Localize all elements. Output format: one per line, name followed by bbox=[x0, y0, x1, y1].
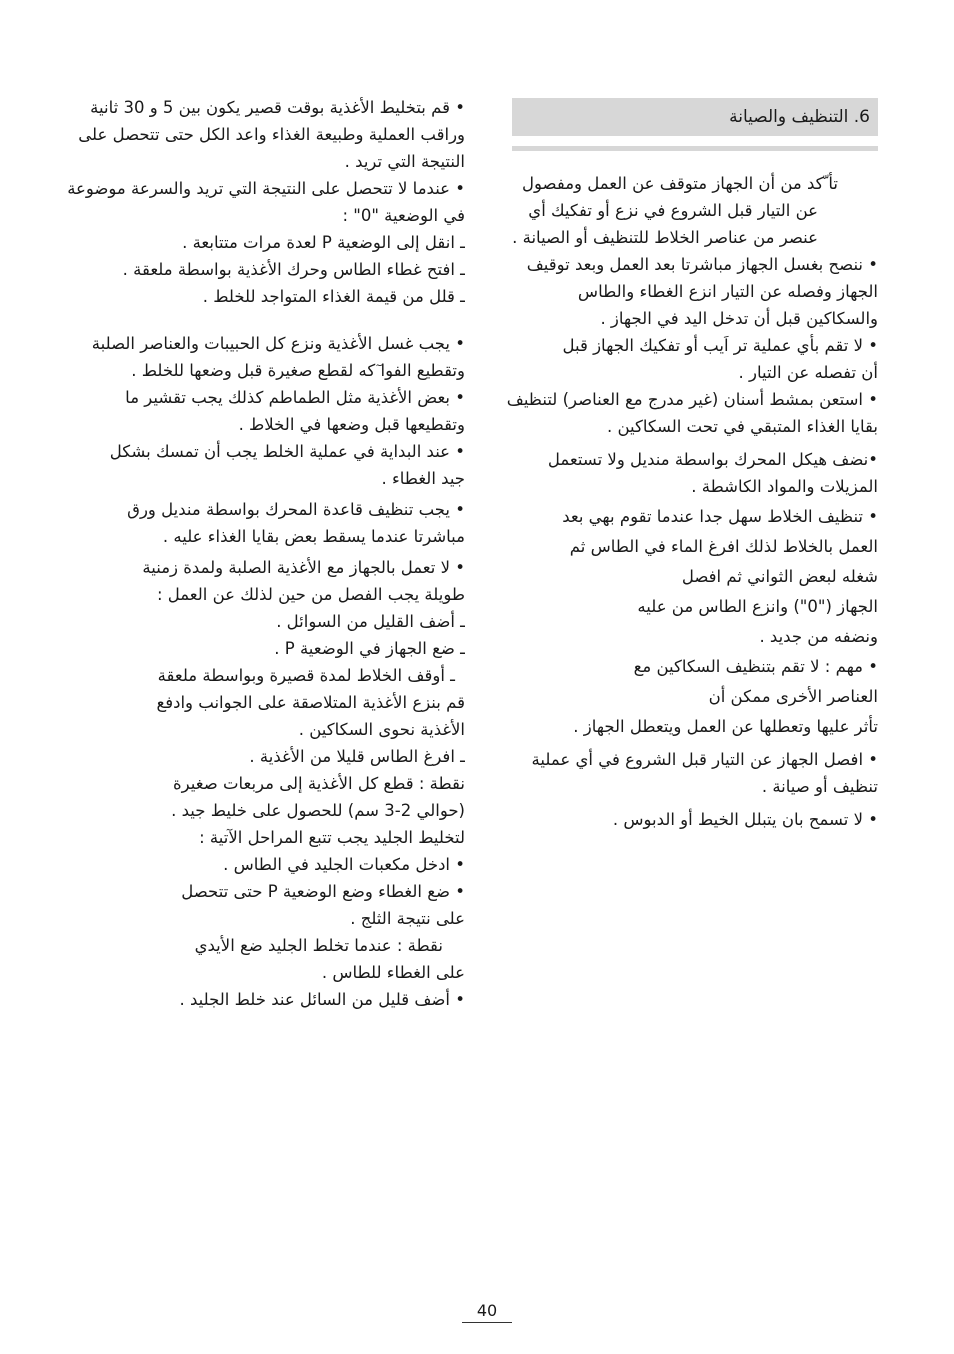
text-line: قم بنزع الأغذية المتلاصقة على الجوانب وادفع bbox=[156, 693, 465, 712]
text-line: والسكاكين قبل أن تدخل اليد في الجهاز . bbox=[600, 309, 878, 328]
text-line: • يجب تنظيف قاعدة المحرك بواسطة منديل ورق bbox=[127, 500, 465, 519]
text-line: • ننصح بغسل الجهاز مباشرتا بعد العمل وبعد توقيف bbox=[526, 255, 878, 274]
text-line: • لا تقم بأي عملية تر اَيب أو تفكيك الجهاز قبل bbox=[562, 336, 878, 355]
text-line: الأغذية نحوى السكاكين . bbox=[298, 720, 465, 739]
text-line: • عندما لا تتحصل على النتيجة التي تريد والسرعة موضوعة bbox=[67, 179, 465, 198]
text-line: • بعض الأغذية مثل الطماطم كذلك يجب تقشير ما bbox=[125, 388, 465, 407]
text-line: تنظيف أو صيانة . bbox=[761, 777, 878, 796]
text-line: • قم بتخليط الأغذية بوقت قصير يكون بين 5 و 30 ثانية bbox=[90, 98, 465, 117]
text-line: شغله لبعض الثواني ثم افصل bbox=[681, 567, 878, 586]
page-number: 40 bbox=[462, 1301, 512, 1323]
text-line: النتيجة التي تريد . bbox=[344, 152, 465, 171]
text-line: أن تفصله عن التيار . bbox=[738, 363, 878, 382]
text-line: في الوضعية "0" : bbox=[342, 206, 465, 225]
text-line: • استعن بمشط أسنان (غير مدرج مع العناصر) لتنظيف bbox=[506, 390, 878, 409]
text-line: مباشرتا عندما يسقط بعض بقايا الغذاء عليه . bbox=[162, 527, 465, 546]
text-line: تأثر عليها وتعطلها عن العمل ويتعطل الجهاز . bbox=[573, 717, 878, 736]
text-line: وتقطيعها قبل وضعها في الخلاط . bbox=[238, 415, 465, 434]
text-line: • أضف قليل من السائل عند خلط الجليد . bbox=[179, 990, 465, 1009]
text-line: المزيلات والمواد الكاشطة . bbox=[691, 477, 878, 496]
text-line: ـ أضف القليل من السوائل . bbox=[276, 612, 465, 631]
text-line: • لا تسمح بان يتبلل الخيط أو الدبوس . bbox=[612, 810, 878, 829]
text-line: نقطة : قطع كل الأغذية إلى مربعات صغيرة bbox=[173, 774, 465, 793]
text-line: • افصل الجهاز عن التيار قبل الشروع في أي عملية bbox=[531, 750, 878, 769]
text-line: ـ افتح غطاء الطاس وحرك الأغذية بواسطة ملعقة . bbox=[122, 260, 465, 279]
text-line: العمل بالخلاط لذلك افرغ الماء في الطاس ثم bbox=[569, 537, 878, 556]
text-line: ـ ضع الجهاز في الوضعية P . bbox=[274, 639, 465, 658]
section-divider bbox=[512, 146, 878, 151]
text-line: • لا تعمل بالجهاز مع الأغذية الصلبة ولمدة زمنية bbox=[142, 558, 465, 577]
text-line: ـ انقل إلى الوضعية P لعدة مرات متتابعة . bbox=[182, 233, 465, 252]
text-line: • مهم : لا تقم بتنظيف السكاكين مع bbox=[633, 657, 878, 676]
text-line: • يجب غسل الأغذية ونزع كل الحبيبات والعناصر الصلبة bbox=[91, 334, 465, 353]
text-line: ونضفه من جديد . bbox=[759, 627, 878, 646]
text-line: • تنظيف الخلاط سهل جدا عندما تقوم بهي بعد bbox=[562, 507, 878, 526]
text-line: • عند البداية في عملية الخلط يجب أن تمسك بشكل bbox=[109, 442, 465, 461]
text-line: لتخليط الجليد يجب تتبع المراحل الآتية : bbox=[199, 828, 465, 847]
text-line: العناصر الأخرى ممكن أن bbox=[708, 687, 878, 706]
text-line: • ادخل مكعبات الجليد في الطاس . bbox=[223, 855, 465, 874]
text-line: تأ ّكد من أن الجهاز متوقف عن العمل ومفصول bbox=[522, 174, 838, 193]
text-line: على الغطاء للطاس . bbox=[321, 963, 465, 982]
text-line: ـ قلل من قيمة الغذاء المتواجد للخلط . bbox=[202, 287, 465, 306]
text-line: •نضف هيكل المحرك بواسطة منديل ولا تستعمل bbox=[547, 450, 878, 469]
text-line: طويلة يجب الفصل من حين لذلك عن العمل : bbox=[156, 585, 465, 604]
text-line: جيد الغطاء . bbox=[381, 469, 465, 488]
text-line: عن التيار قبل الشروع في نزع أو تفكيك أي bbox=[528, 201, 818, 220]
text-line: بقايا الغذاء المتبقي في تحت السكاكين . bbox=[606, 417, 878, 436]
left-column bbox=[20, 94, 465, 1013]
text-line: وتقطيع الفوا ٓكه لقطع صغيرة قبل وضعها للخلط . bbox=[131, 361, 465, 380]
text-line: ـ افرغ الطاس قليلا من الأغذية . bbox=[249, 747, 465, 766]
text-line: نقطة : عندما تخلط الجليد ضع الأيدي bbox=[194, 936, 443, 955]
text-line: ـ أوقف الخلاط لمدة قصيرة وبواسطة ملعقة bbox=[157, 666, 455, 685]
text-line: عنصر من عناصر الخلاط للتنظيف أو الصيانة . bbox=[512, 228, 818, 247]
text-line: وراقب العملية وطبيعة الغذاء واعد الكل حتى تتحصل على bbox=[78, 125, 465, 144]
text-line: الجهاز ("0") وانزع الطاس من عليه bbox=[637, 597, 878, 616]
text-line: (حوالي 2-3 سم) للحصول على خليط جيد . bbox=[171, 801, 465, 820]
text-line: على نتيجة الثلج . bbox=[350, 909, 465, 928]
section-heading: 6. التنظيف والصيانة bbox=[512, 98, 878, 136]
text-line: • ضع الغطاء وضع الوضعية P حتى تتحصل bbox=[181, 882, 465, 901]
right-column bbox=[478, 170, 878, 833]
text-line: الجهاز وفصله عن التيار انزع الغطاء والطاس bbox=[577, 282, 878, 301]
